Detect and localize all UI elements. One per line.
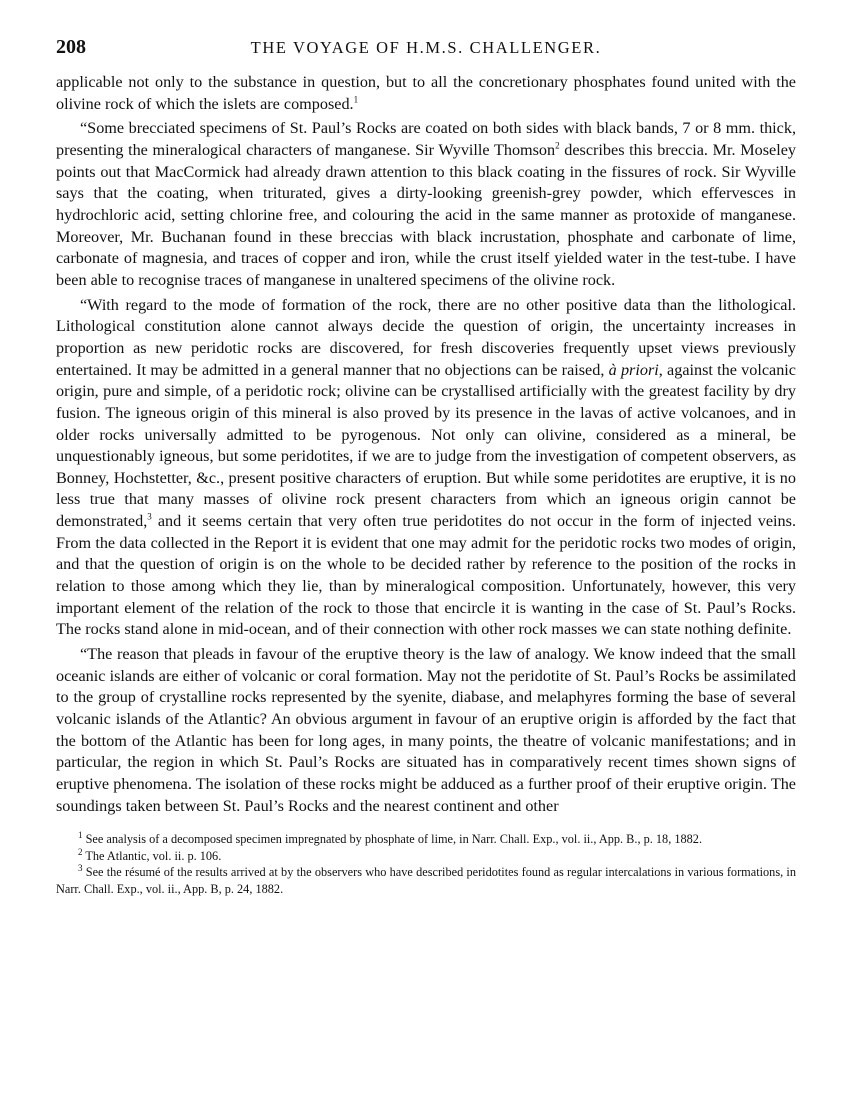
paragraph-4 — [56, 644, 796, 817]
footnote-ref-1: 1 — [353, 94, 359, 105]
paragraph-3-text-a: “With regard to the mode of formation of the rock, there are no other positive data than the lithological. Lithological constitution alone cannot always decide the question of origin, the uncertainty increases in proportion as new peridotic rocks are discovered, for fresh discoveries frequently upset views previously entertained. It may be admitted in a general manner that no objections can be raised, — [56, 295, 796, 379]
footnote-ref-3: 3 — [147, 511, 152, 522]
paragraph-1 — [56, 72, 796, 115]
paragraph-2 — [56, 118, 796, 291]
footnote-2 — [56, 848, 796, 865]
footnote-2-mark: 2 — [78, 846, 83, 857]
paragraph-3-italic-phrase: à priori — [608, 360, 659, 379]
paragraph-1-text: applicable not only to the substance in question, but to all the concretionary phosphates found united with the olivine rock of which the islets are composed. — [56, 73, 796, 113]
footnote-1 — [56, 831, 796, 848]
page-header — [56, 36, 796, 64]
footnote-2-text: The Atlantic, vol. ii. p. 106. — [82, 848, 222, 863]
paragraph-2-text-b: describes this breccia. Mr. Moseley points out that MacCormick had already drawn attention to this black coating in the fissures of rock. Sir Wyville says that the coating, when triturated, gives a dirty-looking greenish-grey powder, which effervesces in hydrochloric acid, setting chlorine free, and colouring the acid in the same manner as protoxide of manganese. Moreover, Mr. Buchanan found in these breccias with black incrustation, phosphate and carbonate of lime, carbonate of magnesia, and traces of copper and iron, while the crust itself yielded water in the test-tube. I have been able to recognise traces of manganese in unaltered specimens of the olivine rock. — [56, 140, 796, 289]
footnote-1-text: See analysis of a decomposed specimen impregnated by phosphate of lime, in Narr. Chall. Exp., vol. ii., App. B., p. 18, 1882. — [82, 832, 703, 847]
page-number: 208 — [56, 36, 86, 58]
body-text — [56, 72, 796, 817]
footnotes — [56, 831, 796, 897]
footnote-3-text: See the résumé of the results arrived at by the observers who have described peridotites found as regular intercalations in various formations, in Narr. Chall. Exp., vol. ii., App. B, p. 24, 1882. — [56, 865, 796, 896]
footnote-1-mark: 1 — [78, 830, 83, 841]
footnote-ref-2: 2 — [555, 140, 560, 151]
paragraph-3-text-b: , against the volcanic origin, pure and simple, of a peridotic rock; olivine can be crystallised artificially with the greatest facility by dry fusion. The igneous origin of this mineral is also proved by its presence in the lavas of active volcanoes, and in older rocks universally admitted to be pyrogenous. Not only can olivine, considered as a mineral, be unquestionably igneous, but some peridotites, if we are to judge from the investigation of competent observers, as Bonney, Hochstetter, &c., present positive characters of eruption. But while some peridotites are eruptive, it is no less true that many masses of olivine rock present characters from which an igneous origin cannot be demonstrated, — [56, 360, 796, 531]
book-page — [56, 36, 796, 897]
footnote-3 — [56, 864, 796, 897]
paragraph-2-text-a: “Some brecciated specimens of St. Paul’s Rocks are coated on both sides with black bands, 7 or 8 mm. thick, presenting the mineralogical characters of manganese. Sir Wyville Thomson — [56, 119, 796, 159]
footnote-3-mark: 3 — [78, 863, 83, 874]
paragraph-3-text-c: and it seems certain that very often true peridotites do not occur in the form of injected veins. From the data collected in the Report it is evident that one may admit for the peridotic rocks two modes of origin, and that the question of origin is on the whole to be decided rather by reference to the position of the rocks in relation to those among which they lie, than by mineralogical composition. Unfortunately, however, this very important element of the relation of the rock to those that encircle it is wanting in the case of St. Paul’s Rocks. The rocks stand alone in mid-ocean, and of their connection with other rock masses we can state nothing definite. — [56, 512, 796, 639]
paragraph-3 — [56, 295, 796, 642]
paragraph-4-text: “The reason that pleads in favour of the eruptive theory is the law of analogy. We know indeed that the small oceanic islands are either of volcanic or coral formation. May not the peridotite of St. Paul’s Rocks be assimilated to the group of crystalline rocks represented by the syenite, diabase, and melaphyres forming the base of several volcanic islands of the Atlantic? An obvious argument in favour of an eruptive origin is afforded by the fact that the bottom of the Atlantic has been for long ages, in many points, the theatre of volcanic manifestations; and in particular, the region in which St. Paul’s Rocks are situated has in comparatively recent times shown signs of eruptive phenomena. The isolation of these rocks might be adduced as a further proof of their eruptive origin. The soundings taken between St. Paul’s Rocks and the nearest continent and other — [56, 645, 796, 815]
running-head: THE VOYAGE OF H.M.S. CHALLENGER. — [250, 38, 602, 57]
